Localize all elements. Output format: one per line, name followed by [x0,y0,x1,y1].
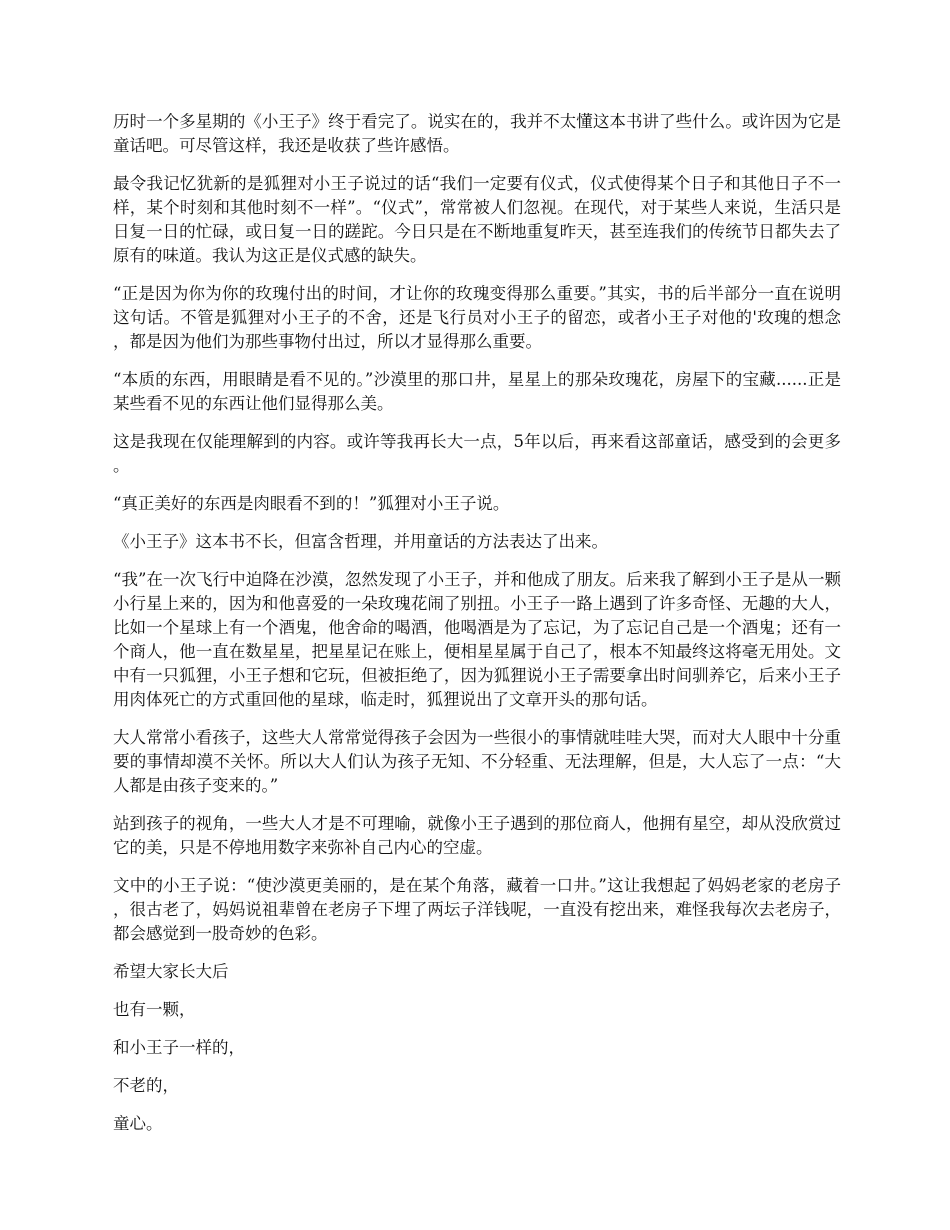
paragraph-11: 文中的小王子说：“使沙漠更美丽的，是在某个角落，藏着一口井。”这让我想起了妈妈老家的老房子，很古老了，妈妈说祖辈曾在老房子下埋了两坛子洋钱呢，一直没有挖出来，难怪我每次去老房子，都会感觉到一股奇妙的色彩。 [113,876,841,943]
paragraph-1: 历时一个多星期的《小王子》终于看完了。说实在的，我并不太懂这本书讲了些什么。或许因为它是童话吧。可尽管这样，我还是收获了些许感悟。 [113,112,841,155]
paragraph-9: 大人常常小看孩子，这些大人常常觉得孩子会因为一些很小的事情就哇哇大哭，而对大人眼中十分重要的事情却漠不关怀。所以大人们认为孩子无知、不分轻重、无法理解，但是，大人忘了一点：“大人都是由孩子变来的。” [113,728,841,795]
poem-line-5: 童心。 [113,1114,163,1133]
paragraph-2: 最令我记忆犹新的是狐狸对小王子说过的话“我们一定要有仪式，仪式使得某个日子和其他日子不一样，某个时刻和其他时刻不一样”。“仪式”，常常被人们忽视。在现代，对于某些人来说，生活只是日复一日的忙碌，或日复一日的蹉跎。今日只是在不断地重复昨天，甚至连我们的传统节日都失去了原有的味道。我认为这正是仪式感的缺失。 [113,174,841,265]
paragraph-10: 站到孩子的视角，一些大人才是不可理喻，就像小王子遇到的那位商人，他拥有星空，却从没欣赏过它的美，只是不停地用数字来弥补自己内心的空虚。 [113,814,841,857]
poem-line-3: 和小王子一样的， [113,1038,245,1057]
paragraph-4: “本质的东西，用眼睛是看不见的。”沙漠里的那口井，星星上的那朵玫瑰花，房屋下的宝藏......正是某些看不见的东西让他们显得那么美。 [113,370,841,413]
poem-line-2: 也有一颗， [113,1000,196,1019]
document-body [113,110,841,1150]
paragraph-6: “真正美好的东西是肉眼看不到的！”狐狸对小王子说。 [113,494,510,513]
poem-line-1: 希望大家长大后 [113,962,229,981]
paragraph-5: 这是我现在仅能理解到的内容。或许等我再长大一点，5年以后，再来看这部童话，感受到的会更多。 [113,432,841,475]
paragraph-8: “我”在一次飞行中迫降在沙漠，忽然发现了小王子，并和他成了朋友。后来我了解到小王子是从一颗小行星上来的，因为和他喜爱的一朵玫瑰花闹了别扭。小王子一路上遇到了许多奇怪、无趣的大人，比如一个星球上有一个酒鬼，他舍命的喝酒，他喝酒是为了忘记，为了忘记自己是一个酒鬼；还有一个商人，他一直在数星星，把星星记在账上，便相星星属于自己了，根本不知最终这将毫无用处。文中有一只狐狸，小王子想和它玩，但被拒绝了，因为狐狸说小王子需要拿出时间驯养它，后来小王子用肉体死亡的方式重回他的星球，临走时，狐狸说出了文章开头的那句话。 [113,570,841,709]
paragraph-7: 《小王子》这本书不长，但富含哲理，并用童话的方法表达了出来。 [113,532,608,551]
paragraph-3: “正是因为你为你的玫瑰付出的时间，才让你的玫瑰变得那么重要。”其实，书的后半部分一直在说明这句话。不管是狐狸对小王子的不舍，还是飞行员对小王子的留恋，或者小王子对他的'玫瑰的想念，都是因为他们为那些事物付出过，所以才显得那么重要。 [113,284,841,351]
poem-line-4: 不老的， [113,1076,179,1095]
